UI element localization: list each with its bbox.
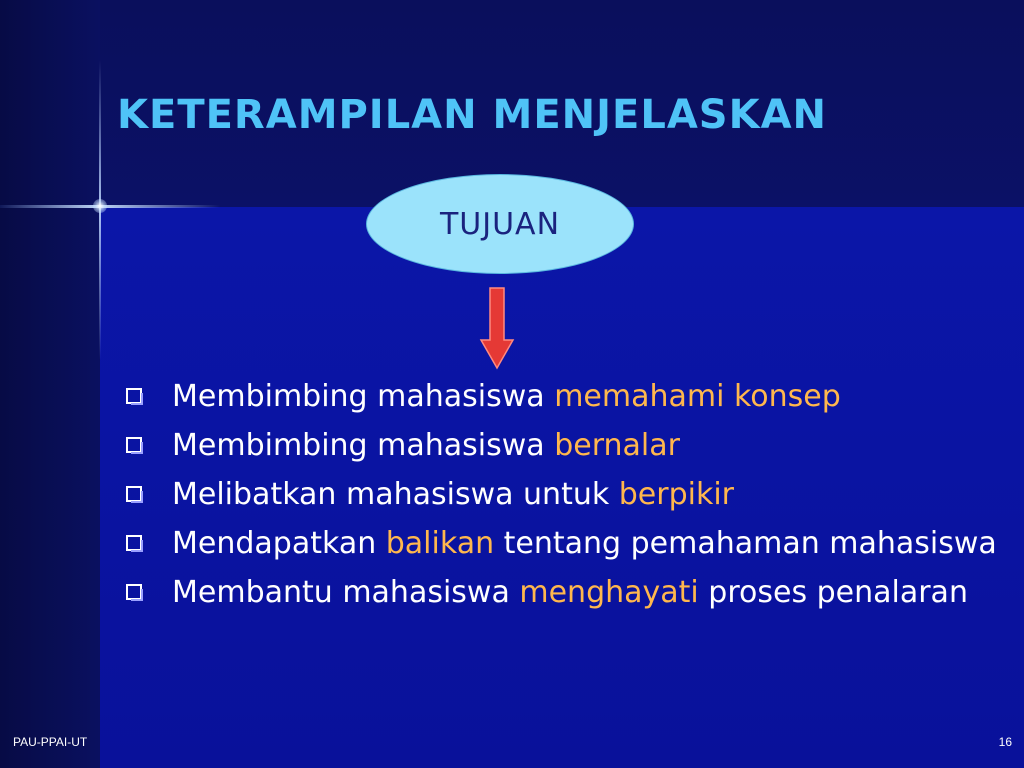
list-item <box>124 372 1004 421</box>
list-item <box>124 421 1004 470</box>
bullet-text-after: proses penalaran <box>698 575 968 610</box>
list-item <box>124 568 1004 617</box>
list-item <box>124 470 1004 519</box>
checkbox-icon <box>126 388 144 406</box>
goal-ellipse <box>366 174 634 274</box>
checkbox-icon <box>126 535 144 553</box>
bullet-text: Membantu mahasiswa <box>172 575 520 610</box>
list-item <box>124 519 1004 568</box>
checkbox-icon <box>126 437 144 455</box>
checkbox-icon <box>126 584 144 602</box>
sparkle-horizontal-ray <box>0 205 220 208</box>
bullet-text: Membimbing mahasiswa <box>172 428 555 463</box>
goal-list <box>124 372 1004 617</box>
bullet-highlight: bernalar <box>554 428 680 463</box>
checkbox-icon <box>126 486 144 504</box>
background-left-panel <box>0 0 100 768</box>
bullet-highlight: memahami konsep <box>554 379 841 414</box>
bullet-highlight: berpikir <box>618 477 735 512</box>
bullet-text: Melibatkan mahasiswa untuk <box>172 477 619 512</box>
bullet-text: Membimbing mahasiswa <box>172 379 555 414</box>
bullet-text-after: tentang pemahaman mahasiswa <box>494 526 997 561</box>
page-number: 16 <box>998 735 1012 749</box>
arrow-down-icon <box>479 286 515 370</box>
bullet-highlight: balikan <box>385 526 495 561</box>
goal-label: TUJUAN <box>439 206 561 242</box>
bullet-text: Mendapatkan <box>172 526 386 561</box>
sparkle-core <box>93 199 107 213</box>
footer-label: PAU-PPAI-UT <box>13 735 88 749</box>
slide-title: KETERAMPILAN MENJELASKAN <box>117 92 828 138</box>
bullet-highlight: menghayati <box>519 575 699 610</box>
